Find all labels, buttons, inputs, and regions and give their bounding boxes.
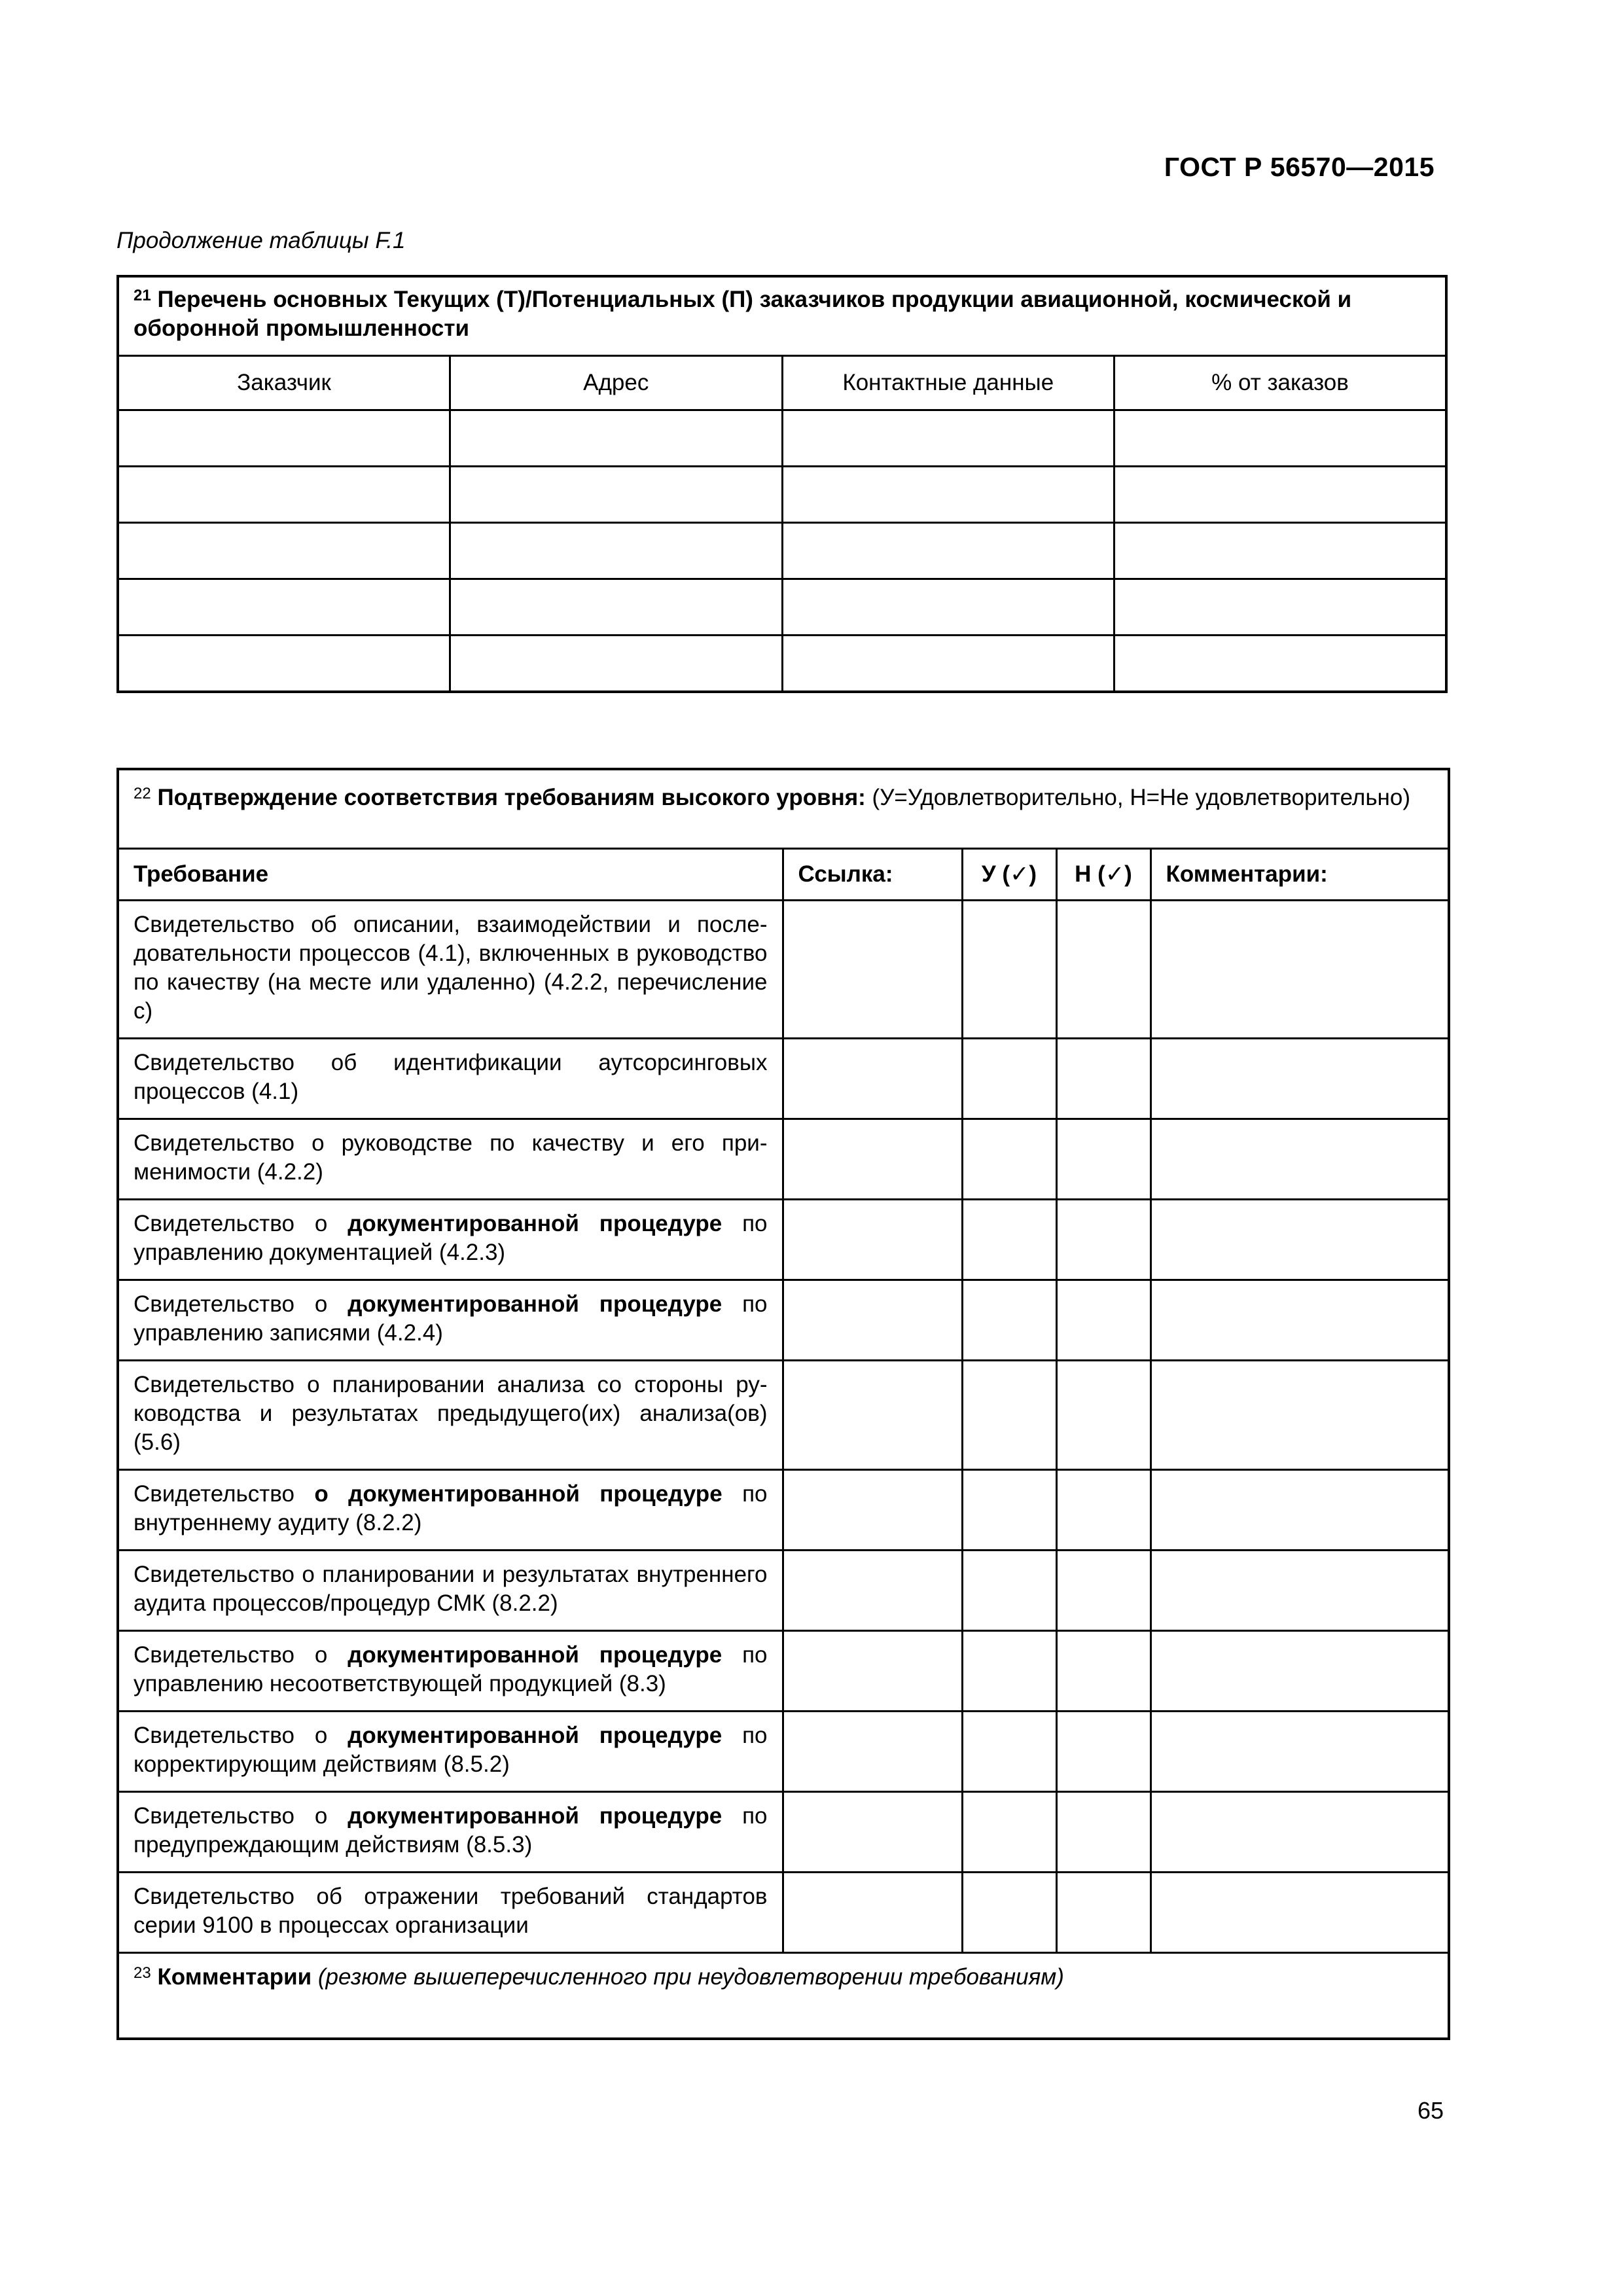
table-cell[interactable] [782,410,1115,467]
requirement-text-pre: Свидетельство об отражении требований стандартов серии 9100 в процессах организации [134,1884,768,1938]
reference-cell[interactable] [783,901,962,1039]
requirement-text-pre: Свидетельство о [134,1211,348,1236]
table-row [118,1792,1449,1873]
table-row [118,1712,1449,1792]
table-cell[interactable] [450,467,783,523]
satisfactory-check-cell[interactable] [962,1631,1056,1712]
table-cell[interactable] [118,636,450,692]
unsatisfactory-check-cell[interactable] [1056,1551,1150,1631]
satisfactory-check-cell[interactable] [962,1280,1056,1361]
reference-cell[interactable] [783,1039,962,1119]
unsatisfactory-check-cell[interactable] [1056,1280,1150,1361]
table-row [118,467,1446,523]
table-cell[interactable] [118,579,450,636]
table-continuation-caption: Продолжение таблицы F.1 [116,228,406,253]
compliance-table-title-legend: (У=Удовлетворительно, Н=Не удовлетворительно) [865,785,1411,810]
table-row [118,523,1446,579]
comment-cell[interactable] [1150,901,1449,1039]
customers-table-title-text: Перечень основных Текущих (Т)/Потенциальных (П) заказчиков продукции авиационной, космической и оборонной промышленности [134,287,1352,341]
unsatisfactory-check-cell[interactable] [1056,1792,1150,1873]
comment-cell[interactable] [1150,1631,1449,1712]
table-row [118,1873,1449,1953]
comment-cell[interactable] [1150,1361,1449,1470]
reference-cell[interactable] [783,1361,962,1470]
satisfactory-check-cell[interactable] [962,1792,1056,1873]
comment-cell[interactable] [1150,1039,1449,1119]
reference-cell[interactable] [783,1551,962,1631]
compliance-table-title [118,769,1449,849]
table-row [118,1470,1449,1551]
comments-title: Комментарии [157,1964,312,1990]
customers-table [116,275,1448,693]
column-header-address: Адрес [450,356,783,410]
table-cell[interactable] [450,579,783,636]
table-row [118,1361,1449,1470]
requirement-cell [118,1119,783,1200]
reference-cell[interactable] [783,1873,962,1953]
satisfactory-check-cell[interactable] [962,1119,1056,1200]
comment-cell[interactable] [1150,1119,1449,1200]
table-cell[interactable] [118,523,450,579]
requirement-text-pre: Свидетельство о [134,1291,348,1317]
column-header-reference: Ссылка: [783,849,962,901]
requirement-text-bold: документированной процедуре [348,1803,722,1829]
requirement-cell [118,901,783,1039]
table-row [118,1551,1449,1631]
table-row [118,1631,1449,1712]
table-cell[interactable] [1115,523,1447,579]
unsatisfactory-check-cell[interactable] [1056,1200,1150,1280]
table-cell[interactable] [1115,636,1447,692]
table-row [118,1039,1449,1119]
unsatisfactory-check-cell[interactable] [1056,1631,1150,1712]
compliance-table-title-bold: Подтверждение соответствия требованиям высокого уровня: [157,785,866,810]
unsatisfactory-check-cell[interactable] [1056,1361,1150,1470]
requirement-text-pre: Свидетельство о [134,1723,348,1748]
table-cell[interactable] [782,523,1115,579]
requirement-text-pre: Свидетельство о планировании анализа со стороны руководства и результатах предыдущего(их) анализа(ов) (5.6) [134,1372,768,1455]
satisfactory-check-cell[interactable] [962,1039,1056,1119]
page-number: 65 [1417,2097,1444,2124]
comment-cell[interactable] [1150,1280,1449,1361]
requirement-text-bold: о документированной процедуре [314,1481,722,1507]
requirement-text-pre: Свидетельство [134,1481,315,1507]
requirement-text-post: по внутреннему аудиту (8.2.2) [134,1481,768,1535]
satisfactory-check-cell[interactable] [962,1712,1056,1792]
table-row [118,1280,1449,1361]
table-row [118,1200,1449,1280]
requirement-text-post: по управлению документацией (4.2.3) [134,1211,768,1265]
requirement-text-post: по предупреждающим действиям (8.5.3) [134,1803,768,1857]
requirements-compliance-table [116,768,1450,2040]
requirement-cell [118,1631,783,1712]
reference-cell[interactable] [783,1200,962,1280]
table-row [118,579,1446,636]
table-row [118,410,1446,467]
comments-section[interactable] [118,1953,1449,2039]
satisfactory-check-cell[interactable] [962,1470,1056,1551]
unsatisfactory-check-cell[interactable] [1056,1119,1150,1200]
table-cell[interactable] [1115,467,1447,523]
satisfactory-check-cell[interactable] [962,1200,1056,1280]
unsatisfactory-check-cell[interactable] [1056,1470,1150,1551]
section-number: 21 [134,287,151,304]
satisfactory-check-cell[interactable] [962,1361,1056,1470]
requirement-cell [118,1361,783,1470]
reference-cell[interactable] [783,1712,962,1792]
comment-cell[interactable] [1150,1712,1449,1792]
table-cell[interactable] [782,467,1115,523]
comment-cell[interactable] [1150,1873,1449,1953]
section-number: 23 [134,1964,151,1982]
requirement-text-bold: документированной процедуре [348,1723,722,1748]
comment-cell[interactable] [1150,1551,1449,1631]
column-header-percent-orders: % от заказов [1115,356,1447,410]
requirement-text-bold: документированной процедуре [348,1642,722,1668]
requirement-text-post: по корректирующим действиям (8.5.2) [134,1723,768,1777]
requirement-cell [118,1039,783,1119]
column-header-satisfactory: У (✓) [962,849,1056,901]
table-cell[interactable] [118,467,450,523]
reference-cell[interactable] [783,1280,962,1361]
requirement-text-pre: Свидетельство о руководстве по качеству и его применимости (4.2.2) [134,1130,768,1185]
requirement-cell [118,1200,783,1280]
requirement-cell [118,1873,783,1953]
column-header-unsatisfactory: Н (✓) [1056,849,1150,901]
section-number: 22 [134,785,151,802]
requirement-text-pre: Свидетельство о [134,1803,348,1829]
column-header-contacts: Контактные данные [782,356,1115,410]
document-code: ГОСТ Р 56570—2015 [1164,152,1435,182]
comment-cell[interactable] [1150,1792,1449,1873]
column-header-requirement: Требование [118,849,783,901]
unsatisfactory-check-cell[interactable] [1056,1873,1150,1953]
table-cell[interactable] [1115,410,1447,467]
comment-cell[interactable] [1150,1200,1449,1280]
requirement-cell [118,1470,783,1551]
customers-table-title [118,276,1446,356]
requirement-text-pre: Свидетельство о [134,1642,348,1668]
reference-cell[interactable] [783,1631,962,1712]
table-cell[interactable] [450,523,783,579]
requirement-text-post: по управлению несоответствующей продукцией (8.3) [134,1642,768,1696]
requirement-text-bold: документированной процедуре [348,1211,722,1236]
reference-cell[interactable] [783,1119,962,1200]
table-row [118,901,1449,1039]
unsatisfactory-check-cell[interactable] [1056,1039,1150,1119]
table-cell[interactable] [782,636,1115,692]
satisfactory-check-cell[interactable] [962,1551,1056,1631]
table-cell[interactable] [450,636,783,692]
satisfactory-check-cell[interactable] [962,1873,1056,1953]
table-cell[interactable] [1115,579,1447,636]
requirement-text-pre: Свидетельство об описании, взаимодействии и последовательности процессов (4.1), включенных в руководство по качеству (на месте или удаленно) (4.2.2, перечисление с) [134,912,768,1024]
requirement-text-bold: документированной процедуре [348,1291,722,1317]
comments-note: (резюме вышеперечисленного при неудовлетворении требованиям) [317,1964,1064,1990]
table-row [118,636,1446,692]
satisfactory-check-cell[interactable] [962,901,1056,1039]
comment-cell[interactable] [1150,1470,1449,1551]
requirement-cell [118,1792,783,1873]
reference-cell[interactable] [783,1470,962,1551]
requirement-cell [118,1280,783,1361]
unsatisfactory-check-cell[interactable] [1056,901,1150,1039]
requirement-text-pre: Свидетельство о планировании и результатах внутреннего аудита процессов/процедур СМК (8.2.2) [134,1562,768,1616]
table-cell[interactable] [782,579,1115,636]
requirement-text-pre: Свидетельство об идентификации аутсорсинговых процессов (4.1) [134,1050,768,1104]
column-header-customer: Заказчик [118,356,450,410]
requirement-cell [118,1551,783,1631]
table-cell[interactable] [118,410,450,467]
reference-cell[interactable] [783,1792,962,1873]
table-cell[interactable] [450,410,783,467]
requirement-text-post: по управлению записями (4.2.4) [134,1291,768,1346]
unsatisfactory-check-cell[interactable] [1056,1712,1150,1792]
requirement-cell [118,1712,783,1792]
column-header-comments: Комментарии: [1150,849,1449,901]
table-row [118,1119,1449,1200]
